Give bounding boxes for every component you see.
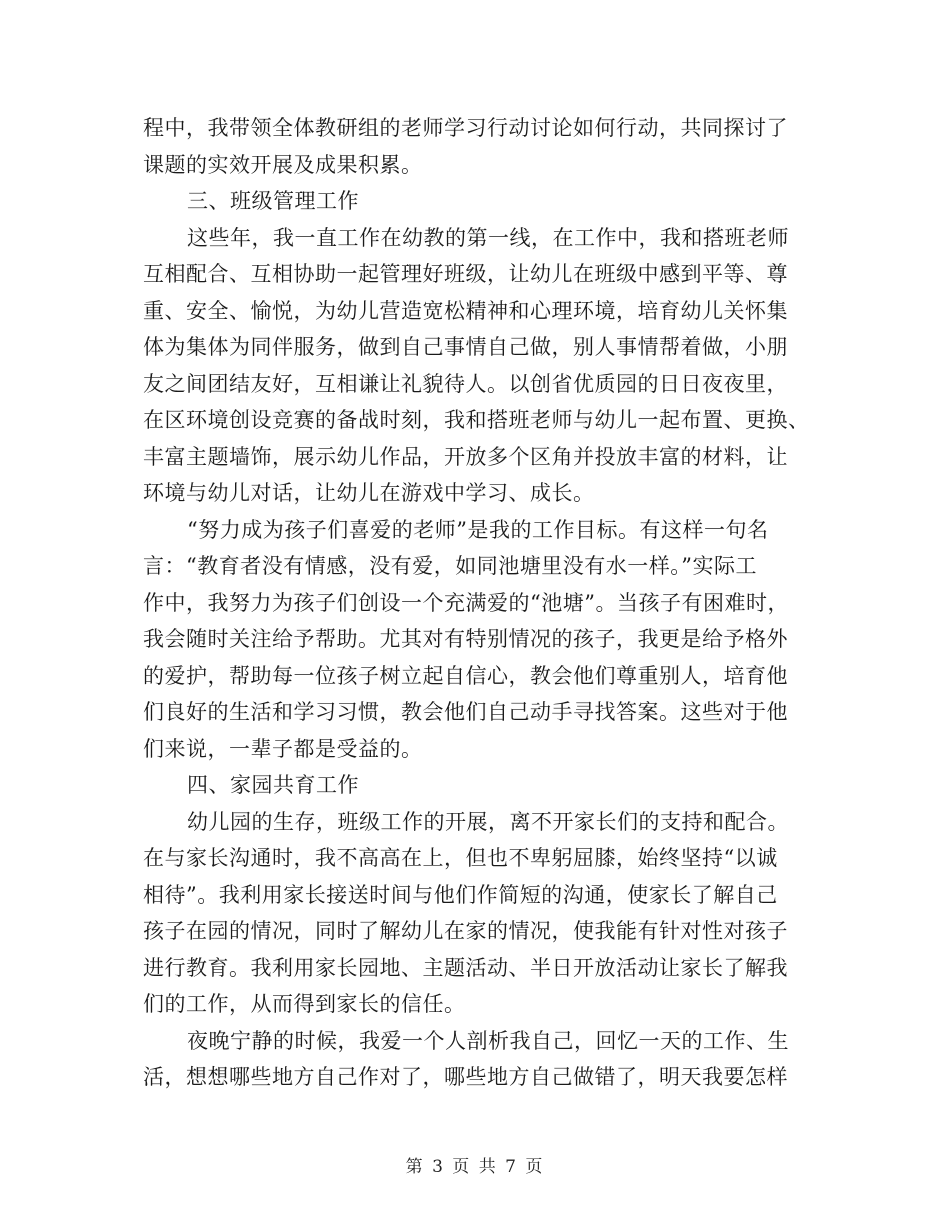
text-line: 在与家长沟通时，我不高高在上，但也不卑躬屈膝，始终坚持“以诚 xyxy=(143,846,778,870)
text-line: 体为集体为同伴服务，做到自己事情自己做，别人事情帮着做，小朋 xyxy=(143,335,788,359)
text-line: 们的工作，从而得到家长的信任。 xyxy=(143,992,466,1016)
text-line: 相待”。我利用家长接送时间与他们作简短的沟通，使家长了解自己 xyxy=(143,882,778,907)
page-footer: 第 3 页 共 7 页 xyxy=(405,1157,545,1177)
text-line: 进行教育。我利用家长园地、主题活动、半日开放活动让家长了解我 xyxy=(143,955,788,980)
text-line: 活，想想哪些地方自己作对了，哪些地方自己做错了，明天我要怎样 xyxy=(143,1065,788,1089)
text-line: “努力成为孩子们喜爱的老师”是我的工作目标。有这样一句名 xyxy=(187,517,769,542)
text-line: 们来说，一辈子都是受益的。 xyxy=(143,736,423,761)
text-line: 程中，我带领全体教研组的老师学习行动讨论如何行动，共同探讨了 xyxy=(143,116,788,140)
text-line: 的爱护，帮助每一位孩子树立起自信心，教会他们尊重别人，培育他 xyxy=(143,663,788,688)
text-line: 在区环境创设竞赛的备战时刻，我和搭班老师与幼儿一起布置、更换、 xyxy=(143,408,810,432)
text-line: 三、班级管理工作 xyxy=(187,189,359,213)
text-line: 环境与幼儿对话，让幼儿在游戏中学习、成长。 xyxy=(143,481,595,505)
text-line: 重、安全、愉悦，为幼儿营造宽松精神和心理环境，培育幼儿关怀集 xyxy=(143,298,788,323)
text-line: 言：“教育者没有情感，没有爱，如同池塘里没有水一样。”实际工 xyxy=(143,554,757,578)
text-line: 我会随时关注给予帮助。尤其对有特别情况的孩子，我更是给予格外 xyxy=(143,627,788,651)
text-line: 夜晚宁静的时候，我爱一个人剖析我自己，回忆一天的工作、生 xyxy=(187,1028,789,1053)
document-body xyxy=(143,110,813,1096)
text-line: 友之间团结友好，互相谦让礼貌待人。以创省优质园的日日夜夜里， xyxy=(143,371,788,396)
text-line: 作中，我努力为孩子们创设一个充满爱的“池塘”。当孩子有困难时， xyxy=(143,590,789,615)
text-line: 丰富主题墙饰，展示幼儿作品，开放多个区角并投放丰富的材料，让 xyxy=(143,444,788,469)
text-line: 互相配合、互相协助一起管理好班级，让幼儿在班级中感到平等、尊 xyxy=(143,262,788,286)
text-line: 孩子在园的情况，同时了解幼儿在家的情况，使我能有针对性对孩子 xyxy=(143,919,788,943)
text-line: 们良好的生活和学习习惯，教会他们自己动手寻找答案。这些对于他 xyxy=(143,700,788,724)
text-line: 幼儿园的生存，班级工作的开展，离不开家长们的支持和配合。 xyxy=(187,809,789,834)
text-line: 四、家园共育工作 xyxy=(187,773,359,797)
text-line: 这些年，我一直工作在幼教的第一线，在工作中，我和搭班老师 xyxy=(187,225,789,250)
text-line: 课题的实效开展及成果积累。 xyxy=(143,152,423,177)
